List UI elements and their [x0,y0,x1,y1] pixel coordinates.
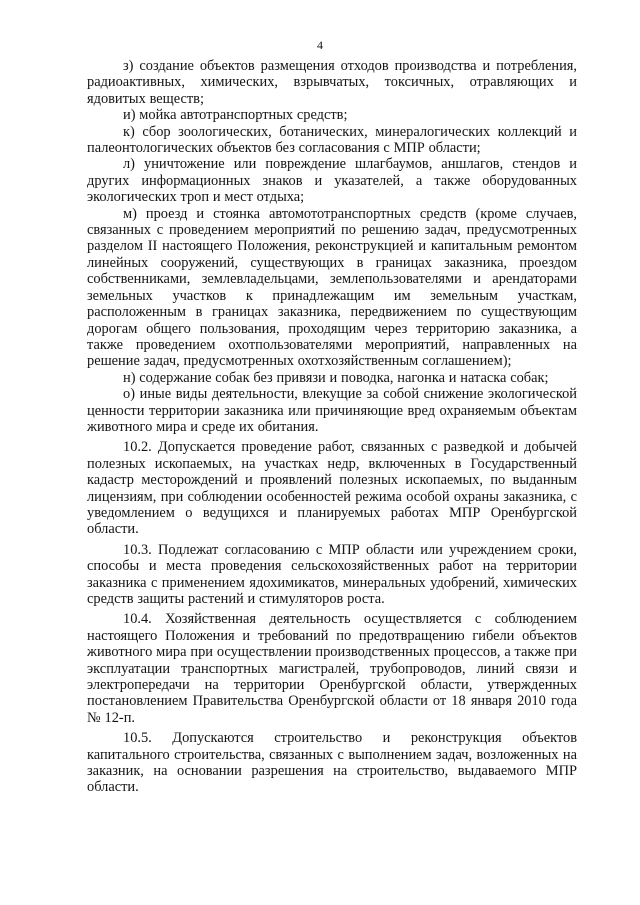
page-number: 4 [317,38,323,52]
document-body [87,58,577,796]
paragraph-item-l: л) уничтожение или повреждение шлагбаумов, аншлагов, стендов и других информационных знаков и указателей, а также оборудованных экологических троп и мест отдыха; [87,156,577,206]
paragraph-10-5: 10.5. Допускаются строительство и реконструкция объектов капитального строительства, связанных с выполнением задач, возложенных на заказник, на основании разрешения на строительство, выдаваемого МПР области. [87,730,577,796]
paragraph-item-k: к) сбор зоологических, ботанических, минералогических коллекций и палеонтологических объектов без согласования с МПР области; [87,123,577,157]
paragraph-item-i: и) мойка автотранспортных средств; [123,107,348,124]
paragraph-item-z: з) создание объектов размещения отходов производства и потребления, радиоактивных, химических, взрывчатых, токсичных, отравляющих и ядовитых веществ; [87,58,577,107]
paragraph-item-n: н) содержание собак без привязи и поводка, нагонка и натаска собак; [123,369,549,386]
paragraph-item-o: о) иные виды деятельности, влекущие за собой снижение экологической ценности территории заказника или причиняющие вред охраняемым объектам животного мира и среде их обитания. [87,386,577,435]
paragraph-10-4: 10.4. Хозяйственная деятельность осуществляется с соблюдением настоящего Положения и требований по предотвращению гибели объектов животного мира при осуществлении производственных процессов, а также при эксплуатации транспортных магистралей, трубопроводов, линий связи и электропередачи на территории Оренбургской области, утвержденных постановлением Правительства Оренбургской области от 18 января 2010 года № 12-п. [87,611,577,726]
paragraph-item-m: м) проезд и стоянка автомототранспортных средств (кроме случаев, связанных с проведением мероприятий по решению задач, предусмотренных разделом II настоящего Положения, реконструкцией и капитальным ремонтом линейных сооружений, существующих в границах заказника, проездом собственниками, землевладельцами, землепользователями и арендаторами земельных участков к принадлежащим им земельным участкам, расположенным в границах заказника, передвижением по существующим дорогам общего пользования, проходящим через территорию заказника, а также проведением охотпользователями мероприятий, направленных на решение задач, предусмотренных охотхозяйственным соглашением); [87,205,577,370]
paragraph-10-3: 10.3. Подлежат согласованию с МПР области или учреждением сроки, способы и места проведения сельскохозяйственных работ на территории заказника с применением ядохимикатов, минеральных удобрений, химических средств защиты растений и стимуляторов роста. [87,541,577,607]
paragraph-10-2: 10.2. Допускается проведение работ, связанных с разведкой и добычей полезных ископаемых, на участках недр, включенных в Государственный кадастр месторождений и проявлений полезных ископаемых, по выданным лицензиям, при соблюдении особенностей режима особой охраны заказника, с уведомлением о ведущихся и планируемых работах МПР Оренбургской области. [87,439,577,538]
